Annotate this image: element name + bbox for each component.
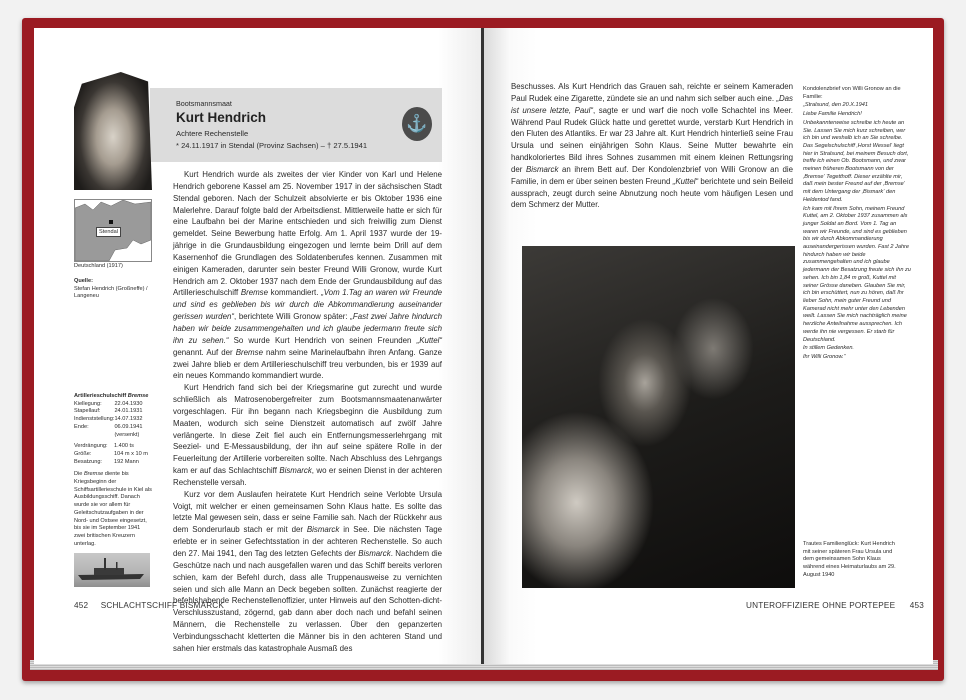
- emphasis-text: „Kuttel“: [672, 176, 699, 186]
- text-run: nahm seine Marinelaufbahn ihren Anfang. Ganze zwei Jahre blieb er dem Artillerieschulschiff treu verbunden, bis er 1939 auf ein neues Kommando kommandiert wurde.: [173, 347, 442, 381]
- spec-label: Ende:: [74, 423, 89, 430]
- photo-caption: Trautes Familienglück: Kurt Hendrich mit seiner späteren Frau Ursula und dem gemeinsamen Sohn Klaus während eines Heimaturlaubs am 29. August 1940: [803, 541, 896, 578]
- emphasis-text: „Das ist unsere letzte, Paul“: [511, 93, 793, 115]
- ship-specs: [74, 401, 152, 440]
- note-text: Die: [74, 471, 84, 478]
- text-run: , sagte er und warf die noch volle Schachtel ins Meer. Während Paul Rudek Glück hatte und gerettet wurde, verstarb Kurt Hendrich in den Fluten des Atlantiks. Er war 23 Jahre alt. Kurt Hendrich hinterließ seine Frau Ursula und seinen einjährigen Sohn Klaus. Seine Mutter bewahrte ein handkoloriertes Bild ihres Sohnes zusammen mit einem kleinen Rettungsring der: [511, 105, 793, 174]
- spec-row: [74, 459, 148, 467]
- ship-title: [74, 393, 152, 401]
- spec-value: 24.01.1931: [114, 408, 143, 415]
- paragraph: [511, 81, 793, 211]
- left-body-text: [173, 169, 442, 655]
- paragraph: [173, 382, 442, 489]
- map-label: Stendal: [96, 227, 121, 237]
- left-footer: [74, 601, 224, 610]
- text-run: genannt. Auf der: [173, 347, 236, 357]
- text-run: So wurde Kurt Hendrich von seinen Freunden: [228, 335, 417, 345]
- source-block: [74, 278, 154, 301]
- ship-specs-2: [74, 443, 148, 466]
- emphasis-text: Bismarck: [358, 549, 391, 558]
- text-run: kommandiert.: [268, 288, 322, 298]
- text-run: Beschusses. Als Kurt Hendrich das Grauen sah, reichte er seinem Kameraden Paul Rudek eine Zigarette, zündete sie an und nahm sich selber auch eine.: [511, 82, 793, 103]
- spec-value: 22.04.1930: [114, 400, 143, 407]
- spec-value: 14.07.1932: [114, 416, 143, 423]
- note-text: diente bis Kriegsbeginn der Schiffsartillerieschule in Kiel als Ausbildungsschiff. Danach wurde sie vor allem für Geleitschutzaufgaben in der Nord- und Ostsee eingesetzt, bis sie im September 1941 zwei britischen Kreuzern unterlag.: [74, 471, 152, 547]
- spec-row: [74, 443, 148, 451]
- ship-title-name: Bremse: [127, 393, 149, 399]
- book-spine: [481, 28, 484, 664]
- note-text: Bremse: [83, 471, 104, 478]
- letter-line: Unbekannterweise schreibe ich heute an Sie. Lassen Sie mich kurz schreiben, wer ich bin und weshalb ich an Sie schreibe. Das Segelschulschiff ‚Horst Wessel‘ liegt hier in Stralsund, bei meinem Besuch dort, treffe ich einen Ob. Bootsmann, und zwar meinen früheren Bootsmann von der ‚Bremse‘ Tegetthoff. Dieser erzählte mir, daß mein bester Freund auf der ‚Bremse‘ mit dem Untergang der ‚Bismark‘ den Heldentod fand.: [803, 119, 909, 203]
- right-body-text: [511, 81, 793, 211]
- spec-label: Größe:: [74, 450, 92, 457]
- emphasis-text: „Vom 1.Tag an waren wir Freunde und sind es geblieben bis wir durch die Abkommandierung auseinander gerissen wurden“: [173, 288, 442, 322]
- person-name: Kurt Hendrich: [176, 110, 267, 125]
- text-run: , berichtete Willi Gronow später:: [233, 312, 351, 322]
- emphasis-text: Bismarck: [279, 466, 312, 476]
- running-title: UNTEROFFIZIERE OHNE PORTEPEE: [746, 601, 896, 610]
- spec-label: Besatzung:: [74, 458, 102, 465]
- role: Achtere Rechenstelle: [176, 129, 249, 138]
- emphasis-text: Bremse: [240, 288, 269, 298]
- ship-photo: [74, 553, 150, 587]
- emphasis-text: Bismarck: [306, 525, 340, 535]
- spec-value: 192 Mann: [114, 458, 139, 465]
- ship-info: [74, 393, 152, 548]
- text-run: berichtete und sein Beileid aussprach, zeugt durch seine Abnutzung noch heute vom häufigen Lesen und dem Schmerz der Mutter.: [511, 176, 794, 210]
- text-run: Kurt Hendrich fand sich bei der Kriegsmarine gut zurecht und wurde schließlich als Matrosenobergefreiter zum Bootsmannsmaatenanwärter vorgeschlagen. Für ihn begann nach Kriegsbeginn die Ausbildung zum Maaten, wodurch sich seine Dienstzeit automatisch auf zwölf Jahre verlängerte. In diese Zeit fiel auch ein Entfernungsmesserlehrgang mit Seeziel- und E-Messausbildung, der ihn auf seine spätere Rolle in der Feuerleitung der Artillerie vorbereiten sollte. Nach Abschluss des Lehrgangs kam er auf das Schlachtschiff: [173, 383, 442, 476]
- emphasis-text: „Kuttel“: [416, 335, 442, 345]
- letter-line: Ihr Willi Gronow.“: [803, 353, 846, 360]
- spec-row: [74, 408, 152, 416]
- portrait-photo: [74, 72, 152, 190]
- page-number: 453: [909, 601, 924, 610]
- spec-label: Verdrängung:: [74, 443, 108, 450]
- family-photo: [522, 246, 795, 588]
- rank: Bootsmannsmaat: [176, 99, 232, 108]
- ship-title-prefix: Artillerieschulschiff: [74, 393, 128, 399]
- text-run: Kurz vor dem Auslaufen heiratete Kurt Hendrich seine Verlobte Ursula Voigt, mit welcher er einen gemeinsamen Sohn Klaus hatte. Es sollte das letzte Mal gewesen sein, dass er seine Familie sah. Nach der Rückkehr aus dem Sonderurlaub stach er mit der: [173, 489, 442, 535]
- spec-label: Indienststellung:: [74, 416, 115, 423]
- anchor-icon: ⚓: [402, 107, 432, 141]
- right-footer: [746, 601, 924, 610]
- spec-row: [74, 401, 152, 409]
- paragraph: [173, 489, 442, 655]
- letter-line: „Stralsund, den 20.X.1941: [803, 102, 868, 109]
- text-run: Kurt Hendrich wurde als zweites der vier Kinder von Karl und Helene Hendrich geborene Kassel am 25. November 1917 in der sächsischen Stadt Stendal geboren. Nach der Schulzeit absolvierte er bis Oktober 1936 eine Malerlehre. Darauf folgte bald der Arbeitsdienst. Mittlerweile hatte er sich für eine Laufbahn bei der Marine entschieden und sich freiwillig zum Dienst gemeldet. Seine Bewerbung hatte Erfolg. Am 1. April 1937 wurde der 19-jährige in die Grundausbildung eingezogen und lernte beim Drill auf dem Kasernenhof die Grundlagen des Soldatenberufes kennen. Zusammen mit einigen Kameraden, darunter sein bester Freund Willi Gronow, wurde Kurt Hendrich am 2. Oktober 1937 nach dem Ende der Grundausbildung auf das Artillerieschulschiff: [173, 170, 442, 298]
- spec-row: [74, 451, 148, 459]
- life-dates: * 24.11.1917 in Stendal (Provinz Sachsen) – † 27.5.1941: [176, 141, 368, 150]
- text-run: . Nachdem die Geschütze nach und nach ausgefallen waren und das Schiff bereits verloren schien, kam der Befehl durch, dass alle Truppenausweise zu vernichten seien und sich alle Mann an Deck begeben sollten. Zunächst reagierte der befehlshabende Rechenstellenoffizier, unter Hinweis auf den Schotten-dicht-Verschlusszustand, zögernd, gab dann aber doch nach und befahl seinen Männern, die Rechenstelle zu verlassen. Über den gepanzerten Verbindungsschacht kletterten die Männer bis in den achteren Stand und sahen hier erstmals das katastrophale Ausmaß des: [173, 549, 442, 653]
- text-run: in See. Die nächsten Tage erlebte er in seiner Gefechtsstation in der achteren Rechenstelle. So auch den 27. Mai 1941, den Tag des letzten Gefechts der: [173, 525, 442, 558]
- paragraph: [173, 169, 442, 382]
- source-text: Stefan Hendrich (Großneffe) / Langeneu: [74, 285, 148, 300]
- letter-line: In stillem Gedenken.: [803, 345, 854, 352]
- spec-row: [74, 416, 152, 424]
- letter-line: Liebe Familie Hendrich!: [803, 111, 862, 118]
- emphasis-text: Bismarck: [525, 164, 559, 174]
- map-caption: Deutschland (1917): [74, 263, 123, 269]
- spec-value: 1.400 ts: [114, 443, 134, 450]
- spec-value: 104 m x 10 m: [114, 450, 148, 457]
- condolence-letter: [803, 86, 911, 363]
- spec-label: Kiellegung:: [74, 400, 102, 407]
- text-run: , wo er seinen Dienst in der achteren Rechenstelle versah.: [173, 466, 442, 487]
- letter-line: Ich kam mit Ihrem Sohn, meinem Freund Kuttel, am 2. Oktober 1937 zusammen als junger Soldat an Bord. Vom 1. Tag an waren wir Freunde, und sind es geblieben bis wir durch Abkommandierung auseinandergerissen wurden. Fast 2 Jahre hindurch haben wir beide zusammengehalten und ich glaube jedermann der Besatzung freute sich ihn zu sehen. Ich bin 1,84 m groß, Kuttel mit seiner Grösse daneben. Glauben Sie mir, ich bin erschüttert, nun zu hören, daß Ihr lieber Sohn, mein guter Freund und Kamerad nicht mehr unter den Lebenden weilt. Lassen Sie mich nachträglich meine herzliche Anteilnahme aussprechen. Ich werde ihn nie vergessen. Er starb für Deutschland.: [803, 205, 911, 343]
- spec-label: Stapellauf:: [74, 408, 101, 415]
- spec-row: [74, 424, 152, 439]
- page-number: 452: [74, 601, 89, 610]
- source-label: Quelle:: [74, 278, 93, 284]
- ship-silhouette: [74, 553, 150, 587]
- letter-intro: Kondolenzbrief von Willi Gronow an die Familie:: [803, 86, 901, 100]
- map-germany: [74, 199, 152, 262]
- ship-note: [74, 471, 152, 548]
- emphasis-text: Bremse: [235, 347, 263, 357]
- emphasis-text: „Fast zwei Jahre hindurch haben wir beide zusammengehalten und ich glaube jedermann freute sich ihn zu sehen.“: [173, 312, 442, 345]
- text-run: an ihrem Bett auf. Der Kondolenzbrief von Willi Gronow an die Familie, in dem er über seinen besten Freund: [511, 164, 793, 186]
- spec-value: 06.09.1941 (versenkt): [114, 423, 143, 438]
- letter-text: [803, 102, 911, 361]
- running-title: SCHLACHTSCHIFF BISMARCK: [100, 601, 225, 610]
